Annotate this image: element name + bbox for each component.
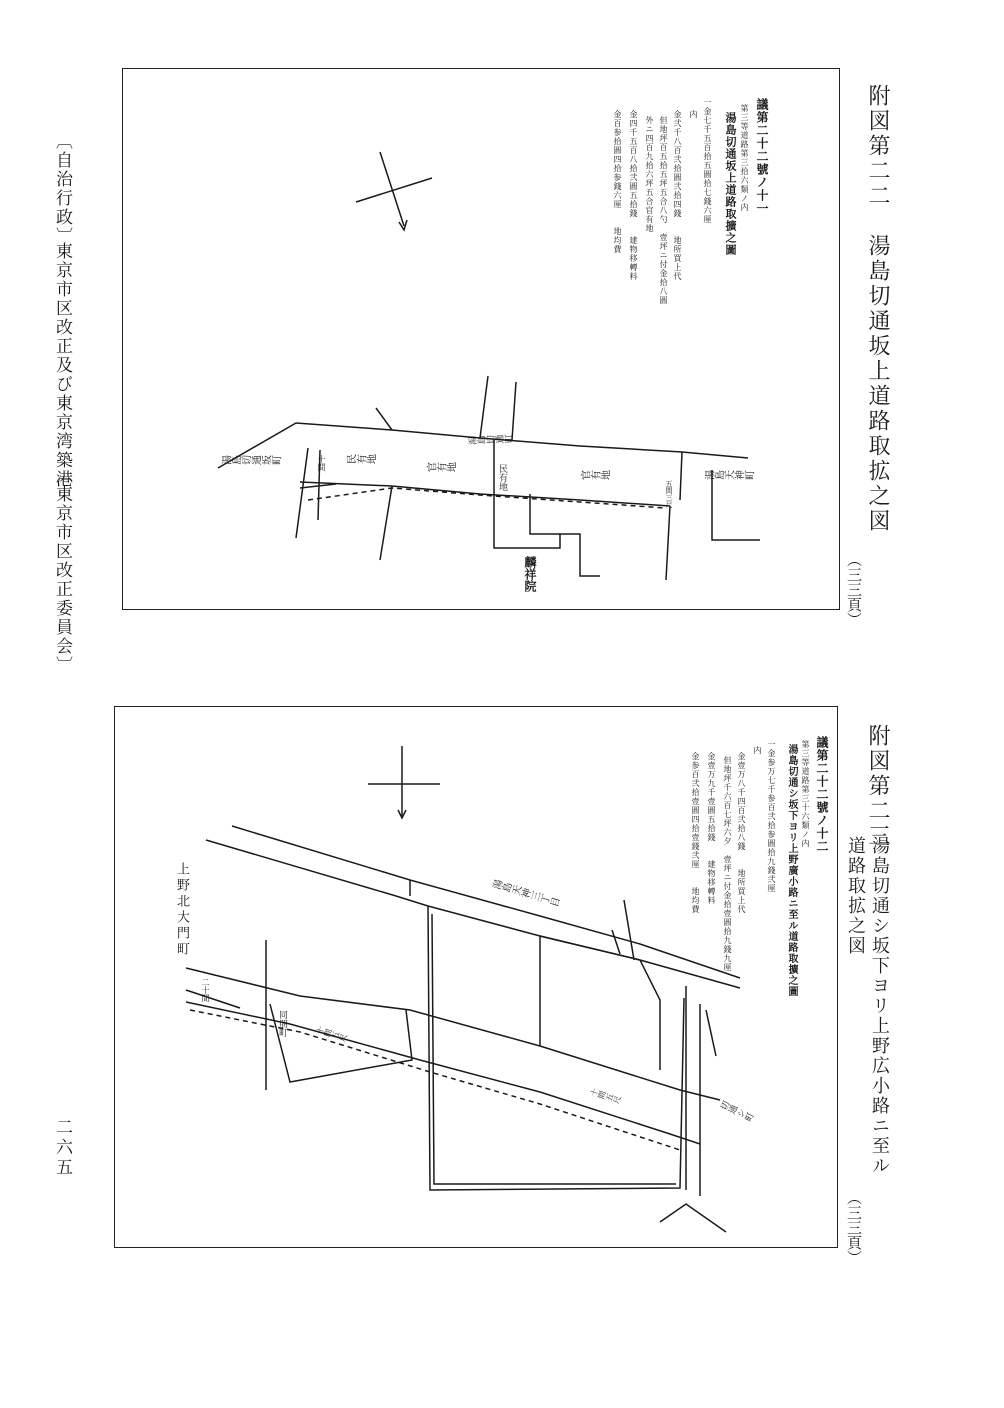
- figure-1-subheader: 第三等道路第三拾六類ノ内: [740, 104, 749, 212]
- fig2-label-small-block: 同朋町: [277, 1010, 287, 1037]
- fig1-label-width-right: 五間三尺: [665, 480, 673, 508]
- figure-2-note-2: 内: [753, 746, 762, 755]
- figure-1-note-2: 内: [689, 110, 698, 119]
- fig1-label-gov-1: 官有地: [426, 463, 457, 475]
- figure-1-note-3: 金弐千八百弐拾圓弐拾四錢 地所買上代: [673, 110, 682, 281]
- figure-1-header: 議第二十二號ノ十一: [755, 98, 769, 215]
- fig1-label-right-street: 湯島天神町: [704, 471, 755, 483]
- figure-1-note-4: 但地坪百五拾五坪五合八勺 壹坪ニ付金拾八圓: [659, 116, 668, 305]
- figure-2-note-1: 一金参万七千参百弐拾参圓拾九錢弐厘: [767, 740, 776, 893]
- series-title: 東京市区改正及び東京湾築港: [52, 242, 72, 489]
- fig1-label-private-2: 民有地: [497, 464, 507, 491]
- figure-1-note-7: 金百参拾圓四拾参錢六厘 地均費: [613, 110, 622, 254]
- figure-2-note-3: 金壹万八千四百弐拾八錢 地所買上代: [737, 752, 746, 914]
- figure-2-subheader: 第三等道路第三十六類ノ内: [801, 740, 810, 848]
- series-left-label: 〔自治行政〕: [52, 132, 72, 246]
- figure-2-title-line2: 湯島切通シ坂下ヨリ上野広小路ニ至ル: [869, 836, 890, 1176]
- fig2-top-street-lower: [206, 840, 740, 988]
- figure-2-header: 議第二十二號ノ十二: [815, 736, 829, 853]
- fig2-big-parcel: [428, 906, 684, 1190]
- fig2-right-road-1: [612, 930, 620, 954]
- page-number: 二六五: [52, 1118, 72, 1178]
- figure-1-note-5: 外ニ四百九拾六坪五合官有地: [645, 116, 654, 233]
- fig2-road-lower-edge: [186, 1002, 700, 1144]
- fig2-label-road-left: 二十間: [201, 978, 210, 1002]
- fig1-label-left-street: 湯島切通坂町: [221, 456, 282, 468]
- fig2-label-right-street: 切通シ町: [717, 1100, 755, 1125]
- fig2-left-road: [186, 990, 240, 1008]
- figure-2-map-title: 湯島切通シ坂下ヨリ上野廣小路ニ至ル道路取擴之圖: [786, 744, 797, 997]
- fig1-label-top-street: 湯島切通町: [467, 434, 514, 448]
- figure-1-note-1: 一金七千五百拾五圓拾七錢六厘: [703, 98, 712, 224]
- figure-1-title: 附図第二二 湯島切通坂上道路取拡之図: [865, 84, 890, 534]
- fig2-label-road-right: 十間五尺: [588, 1086, 623, 1106]
- figure-2-page-ref: （三三頁）: [845, 1190, 863, 1265]
- figure-1-note-6: 金四千五百八拾弐圓五拾錢 建物移轉料: [629, 110, 638, 281]
- figure-2-title-line3: 道路取拡之図: [845, 836, 866, 956]
- figure-2-note-6: 金参百弐拾壹圓四拾壹錢弐厘 地均費: [691, 752, 700, 914]
- fig2-widening-line: [190, 1010, 680, 1150]
- fig2-bottom-wedge: [660, 1204, 726, 1232]
- figure-1-map-title: 湯島切通坂上道路取擴之圖: [724, 112, 737, 256]
- figure-2-note-4: 但地坪千六百七坪六夕 壹坪ニ付金拾壹圓拾九錢九厘: [723, 756, 732, 972]
- fig2-right-road-4: [706, 1010, 716, 1056]
- fig1-label-gov-2: 官有地: [580, 471, 611, 483]
- fig2-label-road-mid: 十間五尺: [314, 1024, 349, 1044]
- fig1-label-temple: 麟祥院: [523, 556, 537, 592]
- figure-1-page-ref: （三三頁）: [845, 552, 863, 627]
- fig2-label-top-street: 湯島天神三丁目: [490, 879, 561, 911]
- series-source: 〔東京市区改正委員会〕: [52, 466, 72, 675]
- fig1-label-width-left: 十間: [317, 455, 326, 471]
- figure-2-title-line1: 附図第二三: [865, 724, 890, 849]
- fig2-top-right-road: [624, 900, 634, 960]
- figure-2-note-5: 金壹万九千壹圓五拾錢 建物移轉料: [707, 752, 716, 905]
- fig2-label-left-town: 上野北大門町: [174, 862, 189, 958]
- fig2-top-street-upper: [232, 826, 740, 978]
- fig1-label-private-1: 民有地: [346, 455, 377, 467]
- fig2-inner-block: [540, 936, 660, 1070]
- fig2-big-parcel-inner: [432, 914, 676, 1184]
